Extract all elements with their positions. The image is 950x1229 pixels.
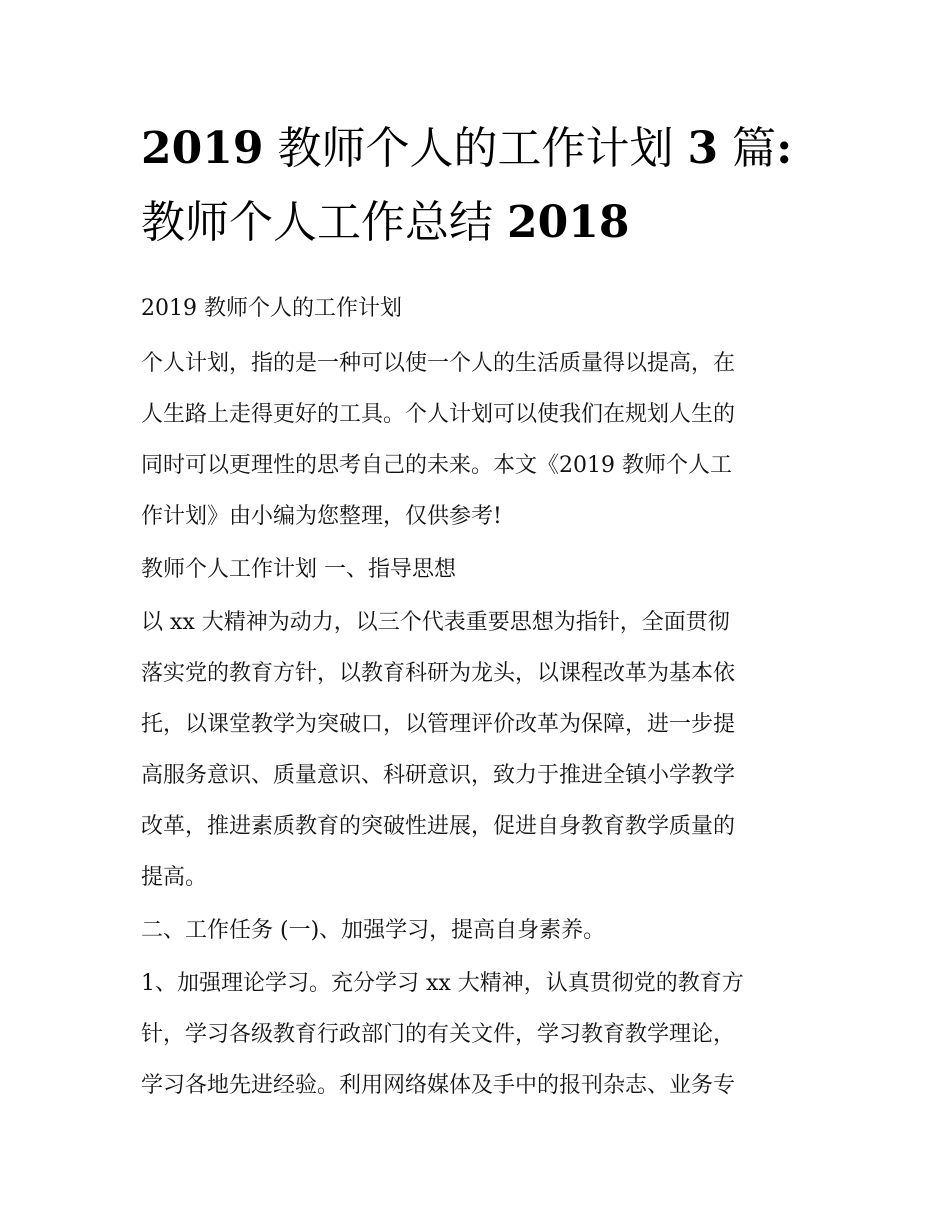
text-line: 学习各地先进经验。利用网络媒体及手中的报刊杂志、业务专 [141,1073,736,1098]
title-year-2: 2018 [507,197,630,248]
title-line-2 [141,186,821,260]
title-colon: : [776,123,793,174]
text-line: 高服务意识、质量意识、科研意识，致力于推进全镇小学教学 [141,763,736,788]
text-line: 针，学习各级教育行政部门的有关文件，学习教育教学理论， [141,1022,736,1047]
document-title [141,112,821,260]
paragraph-guiding-ideology [141,597,821,903]
text-line: 作计划》由小编为您整理，仅供参考! [141,504,502,529]
text-line: 教师个人工作计划 一、指导思想 [141,557,456,582]
text-line: 托，以课堂教学为突破口，以管理评价改革为保障，进一步提 [141,712,736,737]
title-text-1: 教师个人的工作计划 [263,123,688,174]
text-line: 提高。 [141,865,208,890]
text-line: 以 xx 大精神为动力，以三个代表重要思想为指针，全面贯彻 [141,610,730,635]
text-line: 改革，推进素质教育的突破性进展，促进自身教育教学质量的 [141,814,736,839]
text-line: 1、加强理论学习。充分学习 xx 大精神，认真贯彻党的教育方 [141,971,744,996]
text-line: 个人计划，指的是一种可以使一个人的生活质量得以提高，在 [141,351,736,376]
text-line: 人生路上走得更好的工具。个人计划可以使我们在规划人生的 [141,402,736,427]
title-text-3: 教师个人工作总结 [141,197,507,248]
text-line: 同时可以更理性的思考自己的未来。本文《2019 教师个人工 [141,453,732,478]
title-year: 2019 [141,123,264,174]
paragraph-intro [141,338,821,542]
title-text-2: 篇 [718,123,777,174]
title-count: 3 [687,123,719,174]
title-line-1 [141,112,821,186]
section-heading-work-tasks [141,905,821,956]
document-body [141,112,821,1113]
document-subtitle: 2019 教师个人的工作计划 [141,296,402,321]
section-heading-guiding-ideology [141,544,821,595]
paragraph-theory-study [141,958,821,1111]
text-line: 二、工作任务 (一)、加强学习，提高自身素养。 [141,918,606,943]
text-line: 落实党的教育方针，以教育科研为龙头，以课程改革为基本依 [141,661,736,686]
